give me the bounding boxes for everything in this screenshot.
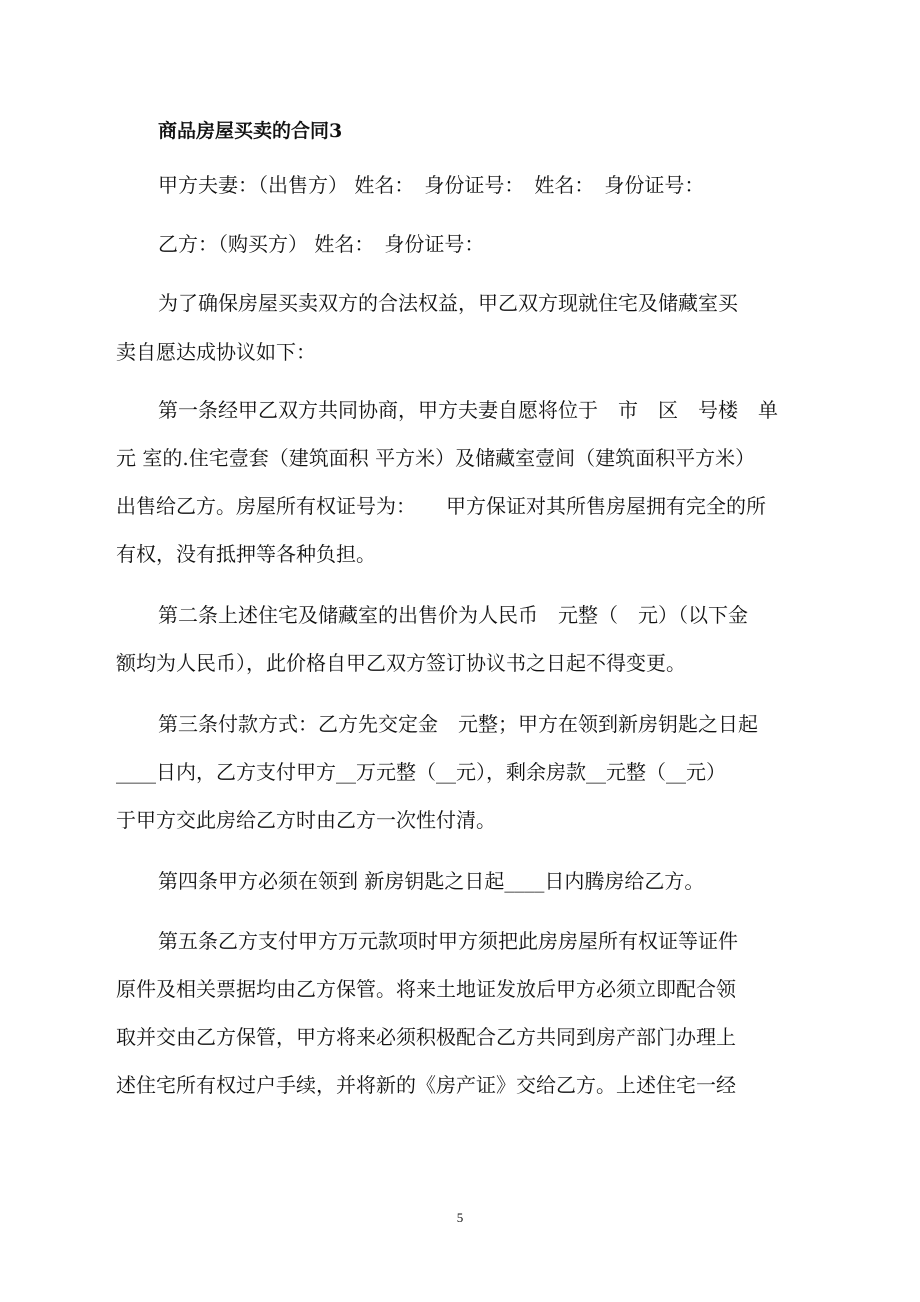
article2-line-1: 第二条上述住宅及储藏室的出售价为人民币 元整（ 元）（以下金 <box>158 603 748 627</box>
document-title: 商品房屋买卖的合同3 <box>158 120 343 142</box>
article2-line-2: 额均为人民币），此价格自甲乙双方签订协议书之日起不得变更。 <box>116 651 686 675</box>
article5-line-2: 原件及相关票据均由乙方保管。将来土地证发放后甲方必须立即配合领 <box>116 977 736 1001</box>
party-b-line: 乙方：（购买方） 姓名： 身份证号： <box>158 232 485 256</box>
party-a-line: 甲方夫妻：（出售方） 姓名： 身份证号： 姓名： 身份证号： <box>158 173 705 197</box>
intro-line-1: 为了确保房屋买卖双方的合法权益，甲乙双方现就住宅及储藏室买 <box>158 291 738 315</box>
page-number: 5 <box>456 1210 464 1225</box>
article3-line-2: ____日内，乙方支付甲方__万元整（__元），剩余房款__元整（__元） <box>116 760 726 784</box>
article1-line-3: 出售给乙方。房屋所有权证号为： 甲方保证对其所售房屋拥有完全的所 <box>116 494 766 518</box>
article5-line-4: 述住宅所有权过户手续，并将新的《房产证》交给乙方。上述住宅一经 <box>116 1073 736 1097</box>
article1-line-2: 元 室的.住宅壹套（建筑面积 平方米）及储藏室壹间（建筑面积平方米） <box>116 446 756 470</box>
article5-line-1: 第五条乙方支付甲方万元款项时甲方须把此房房屋所有权证等证件 <box>158 929 738 953</box>
article3-line-3: 于甲方交此房给乙方时由乙方一次性付清。 <box>116 808 496 832</box>
intro-line-2: 卖自愿达成协议如下： <box>116 340 316 364</box>
article5-line-3: 取并交由乙方保管，甲方将来必须积极配合乙方共同到房产部门办理上 <box>116 1025 736 1049</box>
article1-line-4: 有权，没有抵押等各种负担。 <box>116 542 376 566</box>
article4-line-1: 第四条甲方必须在领到 新房钥匙之日起____日内腾房给乙方。 <box>158 869 705 893</box>
article3-line-1: 第三条付款方式：乙方先交定金 元整；甲方在领到新房钥匙之日起 <box>158 712 758 736</box>
article1-line-1: 第一条经甲乙双方共同协商，甲方夫妻自愿将位于 市 区 号楼 单 <box>158 398 778 422</box>
